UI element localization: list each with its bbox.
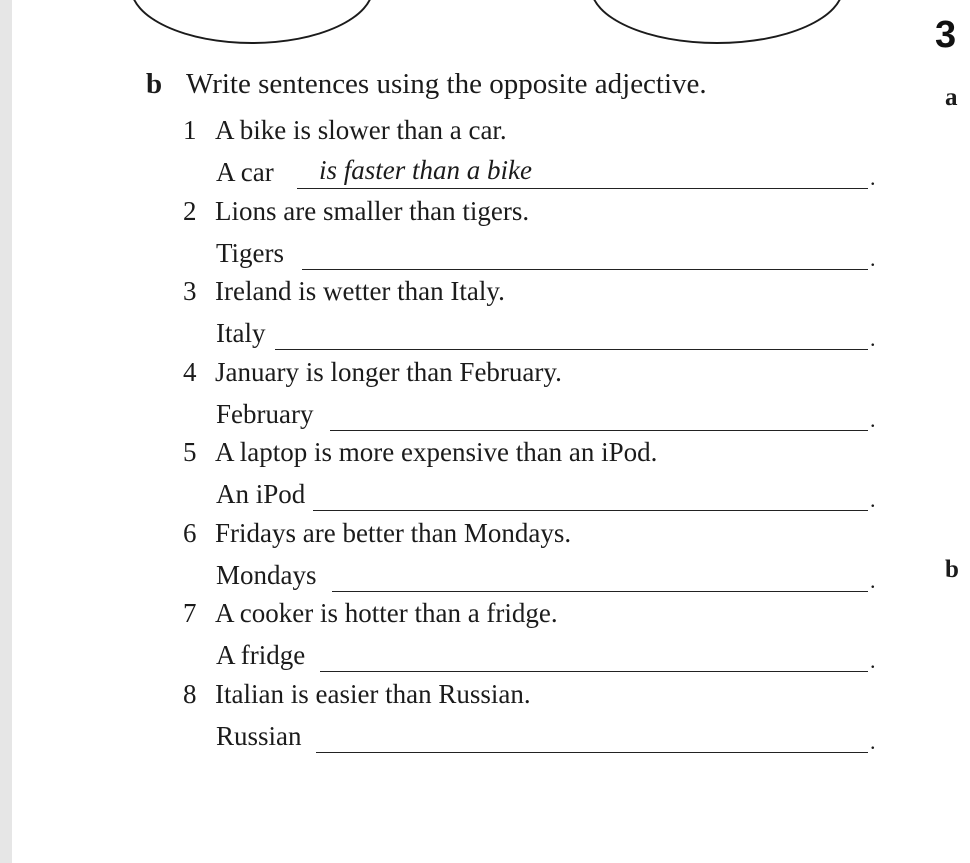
- item-number: 8: [183, 678, 197, 709]
- answer-start: Italy: [216, 318, 266, 348]
- item-question: [183, 679, 531, 710]
- answer-blank[interactable]: [297, 188, 868, 189]
- item-question: [183, 437, 657, 468]
- exercise-letter: b: [146, 68, 163, 100]
- answer-blank[interactable]: [332, 591, 868, 592]
- answer-start: Tigers: [216, 237, 285, 268]
- page-number: 3: [935, 14, 957, 56]
- item-number: 5: [183, 437, 197, 467]
- answer-blank[interactable]: [302, 269, 868, 270]
- answer-blank[interactable]: [316, 752, 868, 753]
- item-number: 6: [183, 517, 197, 548]
- answer-blank[interactable]: [275, 349, 868, 350]
- answer-period: .: [870, 245, 876, 271]
- item-number: 2: [183, 195, 197, 226]
- answer-period: .: [870, 326, 876, 351]
- item-sentence: Lions are smaller than tigers.: [215, 195, 530, 226]
- item-question: [183, 115, 507, 146]
- item-number: 4: [183, 356, 197, 387]
- answer-period: .: [870, 487, 876, 512]
- item-sentence: A bike is slower than a car.: [215, 115, 507, 145]
- answer-start: Mondays: [216, 559, 317, 590]
- decorative-ellipse-right: [590, 0, 844, 44]
- side-label-b: b: [945, 556, 959, 583]
- side-label-a: a: [945, 84, 958, 111]
- item-question: [183, 196, 529, 227]
- item-number: 1: [183, 115, 197, 145]
- item-question: [183, 518, 571, 549]
- answer-blank[interactable]: [313, 510, 868, 511]
- item-sentence: Ireland is wetter than Italy.: [215, 276, 505, 306]
- item-sentence: A laptop is more expensive than an iPod.: [215, 437, 658, 467]
- item-sentence: Italian is easier than Russian.: [215, 678, 531, 709]
- answer-period: .: [870, 728, 876, 754]
- item-sentence: Fridays are better than Mondays.: [215, 517, 572, 548]
- item-number: 7: [183, 598, 197, 628]
- item-sentence: January is longer than February.: [215, 356, 562, 387]
- exercise-instruction: Write sentences using the opposite adjective.: [186, 68, 707, 100]
- item-number: 3: [183, 276, 197, 306]
- answer-blank[interactable]: [320, 671, 868, 672]
- answer-period: .: [870, 406, 876, 432]
- answer-start: February: [216, 398, 314, 429]
- item-question: [183, 357, 562, 388]
- answer-start: A fridge: [216, 640, 306, 670]
- item-question: [183, 276, 505, 307]
- answer-period: .: [870, 165, 876, 190]
- answer-blank[interactable]: [330, 430, 868, 431]
- item-question: [183, 598, 558, 629]
- answer-start: A car: [216, 157, 274, 187]
- answer-start: Russian: [216, 720, 302, 751]
- answer-start: An iPod: [216, 479, 306, 509]
- decorative-ellipse-left: [130, 0, 374, 44]
- answer-period: .: [870, 648, 876, 673]
- page-edge: [0, 0, 12, 863]
- answer-text: is faster than a bike: [319, 155, 532, 185]
- item-sentence: A cooker is hotter than a fridge.: [215, 598, 558, 628]
- answer-period: .: [870, 567, 876, 593]
